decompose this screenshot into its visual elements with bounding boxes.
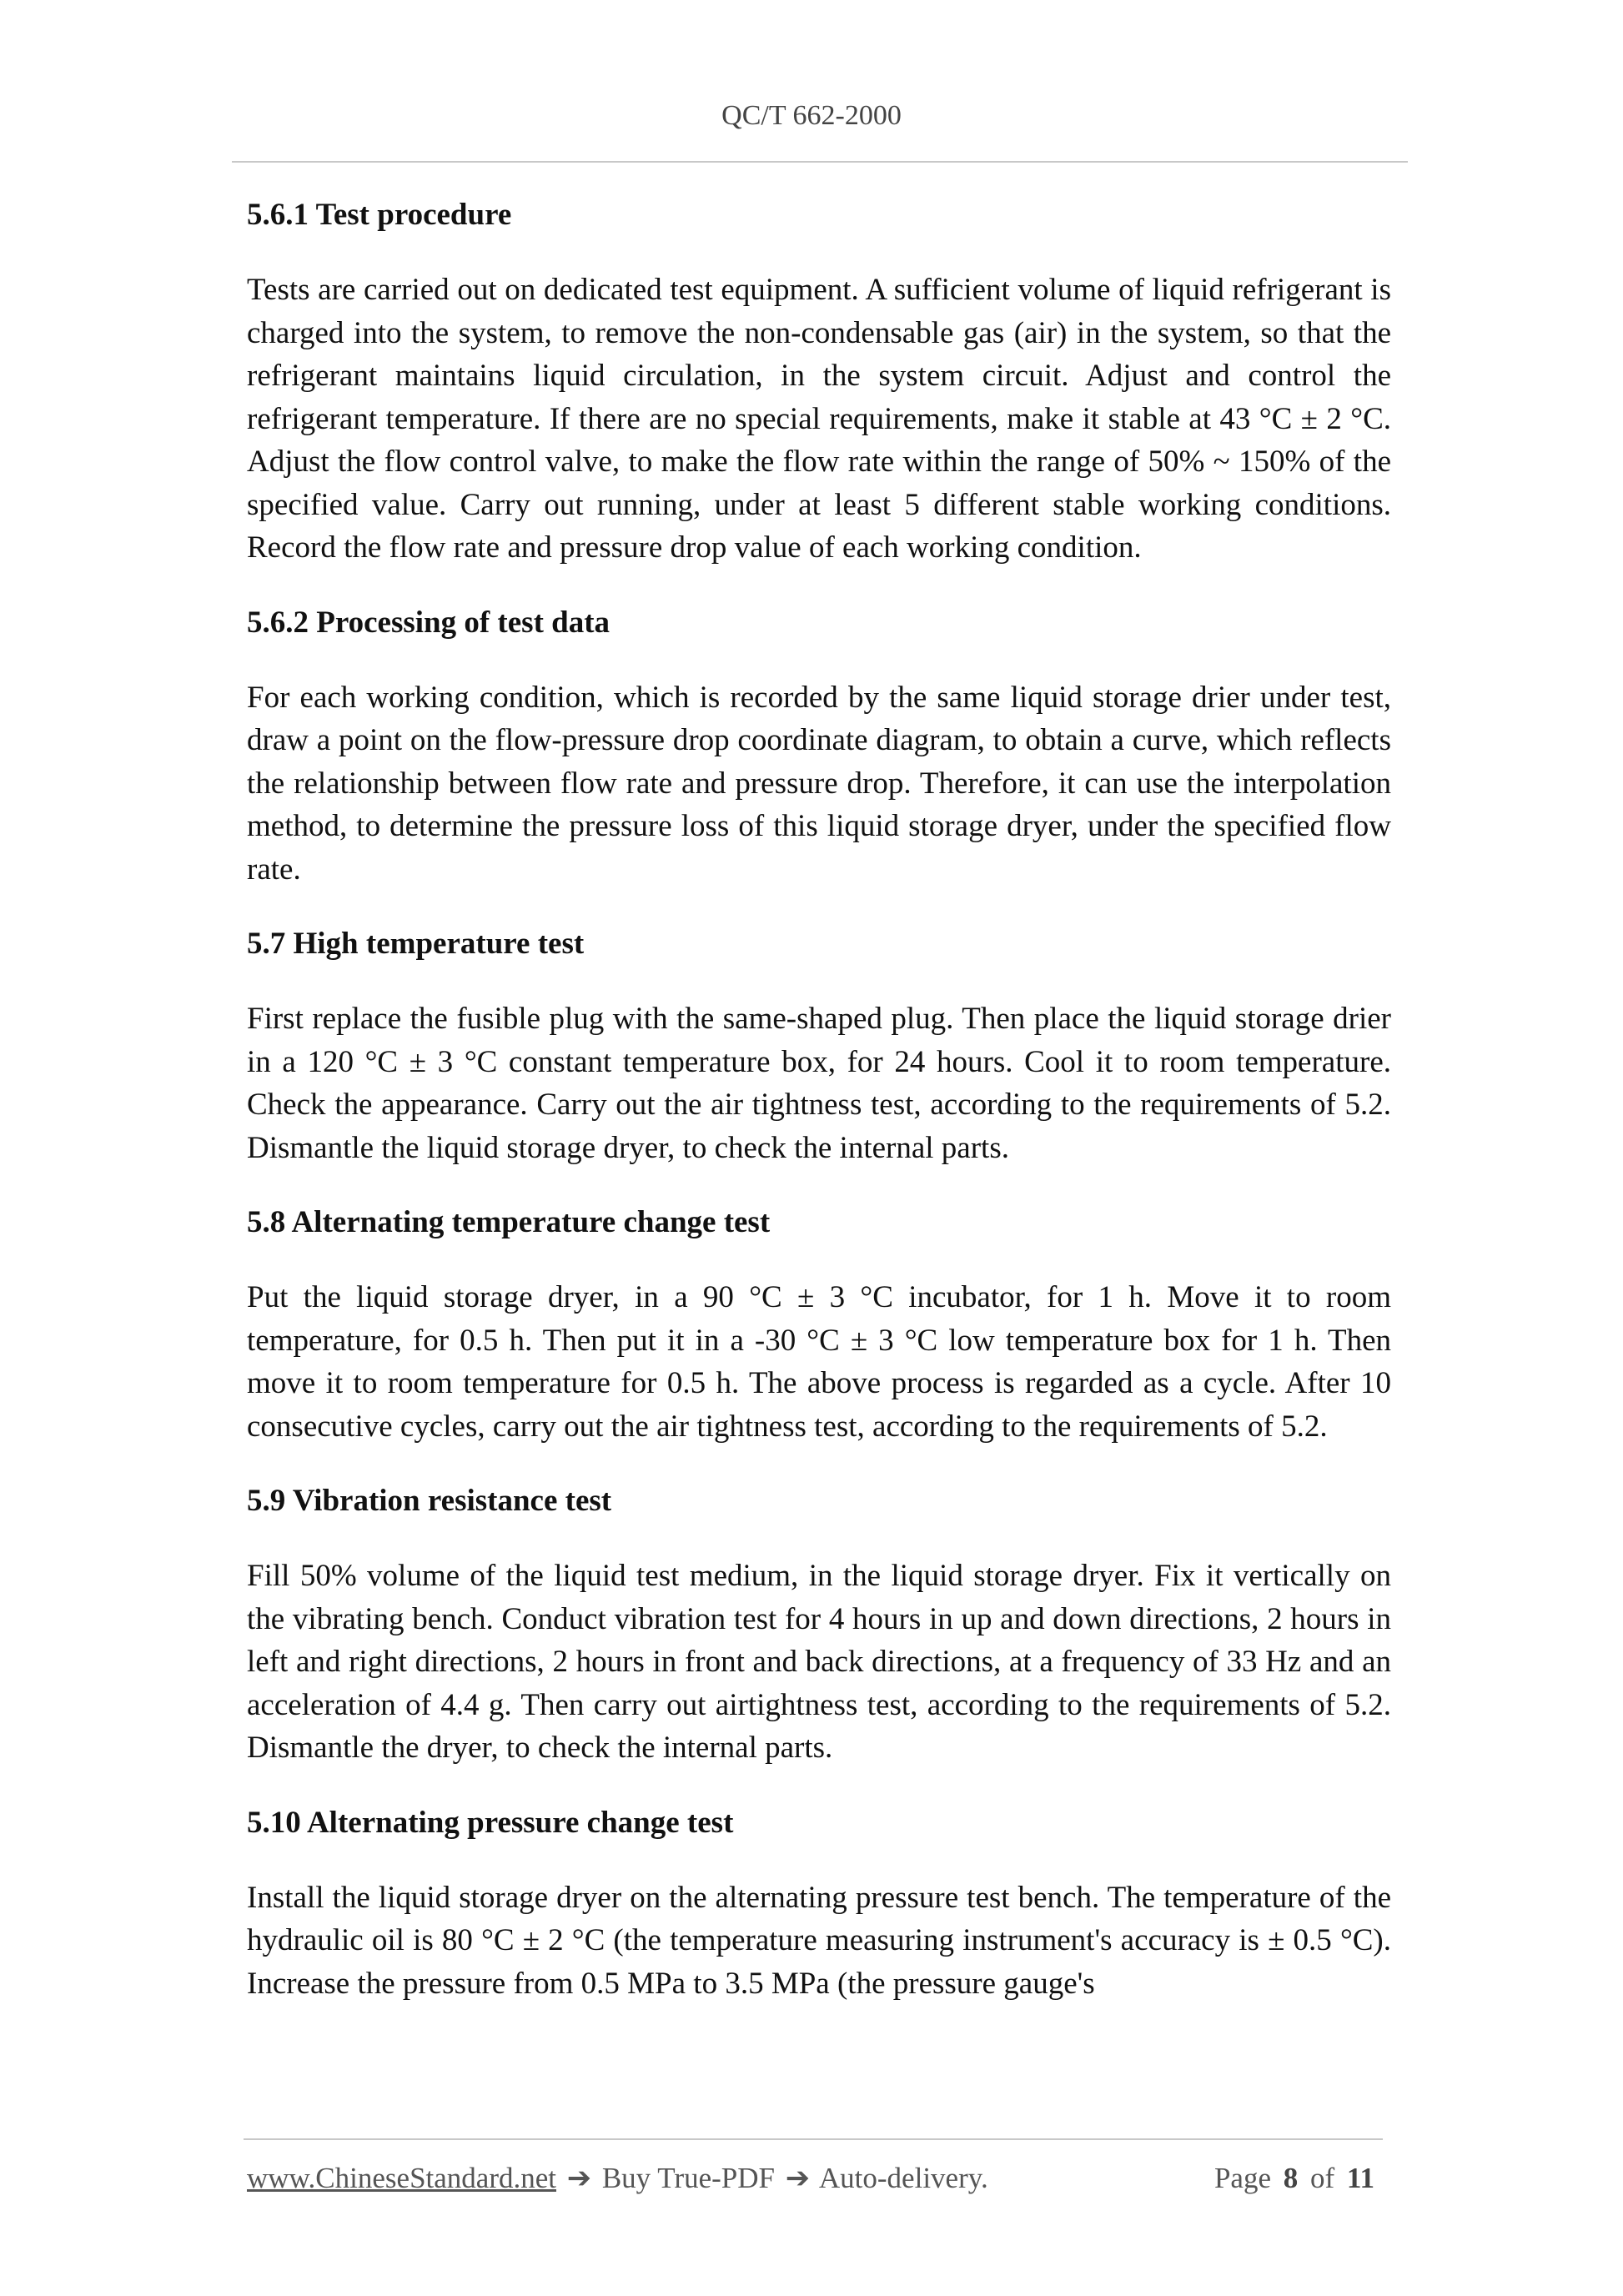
section-heading: 5.6.1 Test procedure bbox=[247, 198, 512, 232]
website-link[interactable]: www.ChineseStandard.net bbox=[247, 2162, 556, 2194]
buy-pdf-text: Buy True-PDF bbox=[601, 2162, 775, 2194]
current-page: 8 bbox=[1283, 2162, 1299, 2194]
section-heading: 5.10 Alternating pressure change test bbox=[247, 1805, 734, 1840]
header-divider bbox=[232, 161, 1408, 163]
section-paragraph: Tests are carried out on dedicated test equipment. A sufficient volume of liquid refrigerant is charged into the system, to remove the non-condensable gas (air) in the system, so that the refrigerant maintains liquid circulation, in the system circuit. Adjust and control the refrigerant temperature. If there are no special requirements, make it stable at 43 °C ± 2 °C. Adjust the flow control valve, to make the flow rate within the range of 50% ~ 150% of the specified value. Carry out running, under at least 5 different stable working conditions. Record the flow rate and pressure drop value of each working condition. bbox=[247, 273, 1391, 565]
page-header bbox=[0, 100, 1623, 132]
section-paragraph: Put the liquid storage dryer, in a 90 °C ± 3 °C incubator, for 1 h. Move it to room temperature, for 0.5 h. Then put it in a -30 °C ± 3 °C low temperature box for 1 h. Then move it to room temperature for 0.5 h. The above process is regarded as a cycle. After 10 consecutive cycles, carry out the air tightness test, according to the requirements of 5.2. bbox=[247, 1280, 1391, 1444]
section-heading: 5.9 Vibration resistance test bbox=[247, 1484, 612, 1518]
section-5-6-1 bbox=[247, 193, 1391, 570]
arrow-right-icon: ➔ bbox=[785, 2162, 811, 2194]
of-label: of bbox=[1310, 2162, 1335, 2194]
auto-delivery-text: Auto-delivery. bbox=[818, 2162, 988, 2194]
section-paragraph: For each working condition, which is recorded by the same liquid storage drier under test, draw a point on the flow-pressure drop coordinate diagram, to obtain a curve, which reflects the relationship between flow rate and pressure drop. Therefore, it can use the interpolation method, to determine the pressure loss of this liquid storage dryer, under the specified flow rate. bbox=[247, 680, 1391, 887]
section-paragraph: First replace the fusible plug with the same-shaped plug. Then place the liquid storage drier in a 120 °C ± 3 °C constant temperature box, for 24 hours. Cool it to room temperature. Check the appearance. Carry out the air tightness test, according to the requirements of 5.2. Dismantle the liquid storage dryer, to check the internal parts. bbox=[247, 1002, 1391, 1165]
footer-promo bbox=[247, 2162, 988, 2195]
total-pages: 11 bbox=[1346, 2162, 1374, 2194]
section-heading: 5.7 High temperature test bbox=[247, 927, 585, 961]
document-body bbox=[247, 193, 1391, 2037]
standard-code: QC/T 662-2000 bbox=[721, 100, 902, 131]
arrow-right-icon: ➔ bbox=[566, 2162, 592, 2194]
section-5-8 bbox=[247, 1201, 1391, 1448]
section-paragraph: Install the liquid storage dryer on the alternating pressure test bench. The temperature of the hydraulic oil is 80 °C ± 2 °C (the temperature measuring instrument's accuracy is ± 0.5 °C). Increase the pressure from 0.5 MPa to 3.5 MPa (the pressure gauge's bbox=[247, 1880, 1391, 2001]
section-5-9 bbox=[247, 1480, 1391, 1770]
section-5-7 bbox=[247, 922, 1391, 1169]
section-heading: 5.6.2 Processing of test data bbox=[247, 605, 611, 640]
page-footer bbox=[247, 2162, 1379, 2203]
section-paragraph: Fill 50% volume of the liquid test medium, in the liquid storage dryer. Fix it vertically on the vibrating bench. Conduct vibration test for 4 hours in up and down directions, 2 hours in left and right directions, 2 hours in front and back directions, at a frequency of 33 Hz and an acceleration of 4.4 g. Then carry out airtightness test, according to the requirements of 5.2. Dismantle the dryer, to check the internal parts. bbox=[247, 1559, 1391, 1765]
section-heading: 5.8 Alternating temperature change test bbox=[247, 1205, 771, 1239]
footer-divider bbox=[244, 2138, 1383, 2140]
section-5-6-2 bbox=[247, 601, 1391, 892]
page-number bbox=[1214, 2162, 1379, 2195]
section-5-10 bbox=[247, 1801, 1391, 2006]
page-label: Page bbox=[1213, 2162, 1272, 2194]
